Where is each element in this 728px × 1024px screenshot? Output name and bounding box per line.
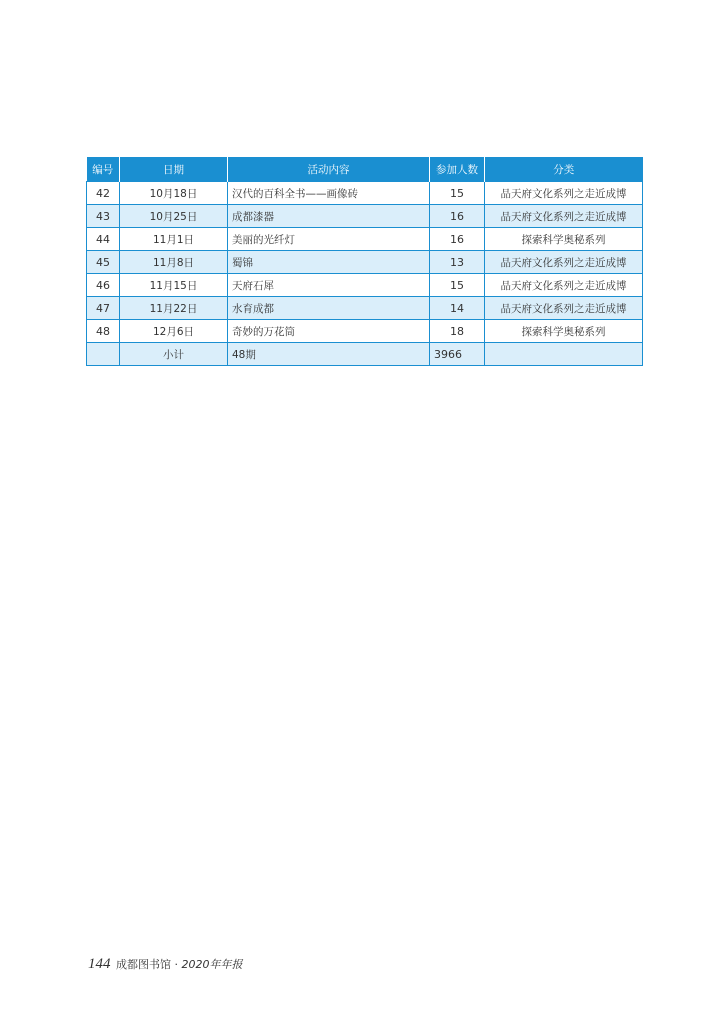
cell-category: 品天府文化系列之走近成博 [485,274,643,297]
cell-date: 11月22日 [120,297,228,320]
activity-table [86,157,643,366]
cell-content: 美丽的光纤灯 [228,228,430,251]
cell-content: 蜀锦 [228,251,430,274]
cell-date: 11月15日 [120,274,228,297]
table-row [87,251,643,274]
cell-category: 探索科学奥秘系列 [485,228,643,251]
cell-date: 10月25日 [120,205,228,228]
header-date: 日期 [120,157,228,182]
cell-category: 品天府文化系列之走近成博 [485,297,643,320]
table-row [87,205,643,228]
report-title: 2020年年报 [181,958,243,971]
cell-category: 品天府文化系列之走近成博 [485,182,643,205]
header-number: 编号 [87,157,120,182]
cell-number: 46 [87,274,120,297]
cell-count: 14 [430,297,485,320]
cell-empty [87,343,120,366]
cell-content: 奇妙的万花筒 [228,320,430,343]
page-footer [88,956,243,973]
cell-number: 44 [87,228,120,251]
page-number: 144 [88,956,111,972]
header-participants: 参加人数 [430,157,485,182]
footer-separator: · [174,958,178,971]
table-header-row [87,157,643,182]
table-row [87,320,643,343]
subtotal-content: 48期 [228,343,430,366]
table-row [87,182,643,205]
cell-content: 成都漆器 [228,205,430,228]
cell-number: 42 [87,182,120,205]
cell-category: 品天府文化系列之走近成博 [485,205,643,228]
cell-category: 品天府文化系列之走近成博 [485,251,643,274]
table-row [87,297,643,320]
subtotal-row [87,343,643,366]
table-row [87,228,643,251]
cell-number: 43 [87,205,120,228]
cell-content: 汉代的百科全书——画像砖 [228,182,430,205]
header-content: 活动内容 [228,157,430,182]
cell-count: 16 [430,205,485,228]
cell-number: 45 [87,251,120,274]
cell-date: 10月18日 [120,182,228,205]
header-category: 分类 [485,157,643,182]
cell-content: 水育成都 [228,297,430,320]
cell-count: 15 [430,182,485,205]
cell-date: 11月1日 [120,228,228,251]
cell-date: 11月8日 [120,251,228,274]
cell-count: 15 [430,274,485,297]
cell-count: 13 [430,251,485,274]
subtotal-count: 3966 [430,343,485,366]
cell-number: 48 [87,320,120,343]
cell-count: 18 [430,320,485,343]
cell-count: 16 [430,228,485,251]
library-name: 成都图书馆 [116,958,171,971]
cell-content: 天府石犀 [228,274,430,297]
cell-category: 探索科学奥秘系列 [485,320,643,343]
subtotal-label: 小计 [120,343,228,366]
cell-date: 12月6日 [120,320,228,343]
cell-empty [485,343,643,366]
table-row [87,274,643,297]
cell-number: 47 [87,297,120,320]
